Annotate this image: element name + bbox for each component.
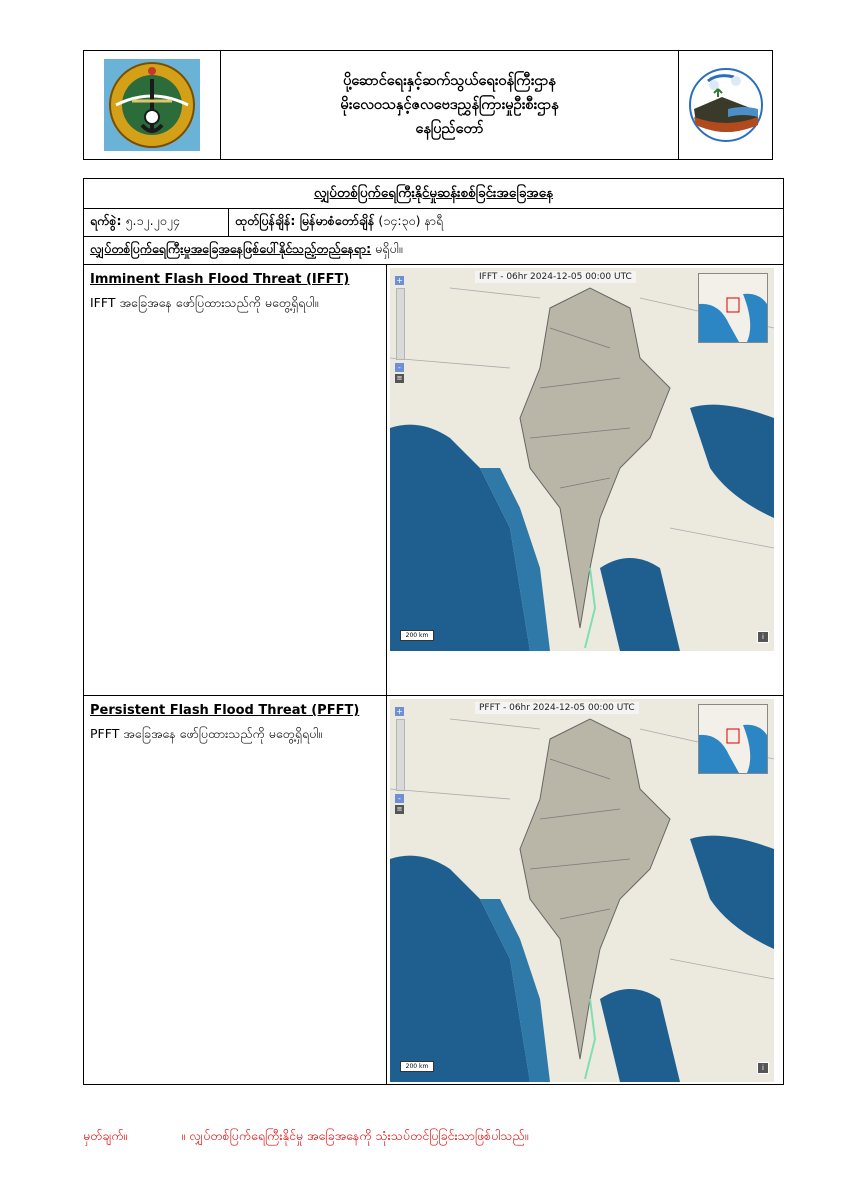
date-issue-row (84, 209, 783, 237)
issue-value: (၁၄:၃၀) နာရီ (378, 213, 444, 228)
department-emblem-icon (102, 57, 202, 153)
ifft-map-info-button[interactable]: i (757, 631, 769, 643)
document-header (83, 50, 773, 160)
left-logo-cell (84, 51, 221, 159)
date-value: ၅.၁၂.၂၀၂၄ (125, 213, 180, 228)
ifft-text-cell (84, 265, 387, 695)
footer-label: မှတ်ချက်။ (83, 1128, 128, 1143)
pfft-map-info-button[interactable]: i (757, 1062, 769, 1074)
locations-value: မရှိပါ။ (375, 241, 403, 256)
ifft-title: Imminent Flash Flood Threat (IFFT) (90, 272, 350, 287)
date-label: ရက်စွဲ: (90, 213, 122, 228)
pfft-text-cell (84, 696, 387, 1084)
pfft-scale-bar: 200 km (400, 1061, 434, 1072)
zoom-slider[interactable] (396, 288, 405, 360)
flash-flood-table (83, 178, 784, 1085)
locations-label: လျှပ်တစ်ပြက်ရေကြီးမှုအခြေအနေဖြစ်ပေါ်နိုင်သည့်တည်နေရာ: (90, 241, 372, 256)
ifft-section (84, 265, 783, 696)
locations-row (84, 237, 783, 265)
footer-text: ။ လျှပ်တစ်ပြက်ရေကြီးနိုင်မှု အခြေအနေကို သုံးသပ်တင်ပြခြင်းသာဖြစ်ပါသည်။ (181, 1128, 529, 1143)
hydrological-cycle-icon (688, 67, 764, 143)
ifft-map-header: IFFT - 06hr 2024-12-05 00:00 UTC (475, 271, 636, 283)
header-title (221, 51, 679, 159)
ifft-map (390, 268, 774, 651)
issue-time-cell (229, 209, 783, 236)
date-cell (84, 209, 229, 236)
footer-note (83, 1128, 528, 1147)
ifft-map-zoom-controls[interactable] (395, 276, 406, 383)
header-title-line-1: ပို့ဆောင်ရေးနှင့်ဆက်သွယ်ရေးဝန်ကြီးဌာန (343, 73, 556, 89)
ifft-overview-inset (698, 273, 768, 343)
issue-label: ထုတ်ပြန်ချိန်: မြန်မာစံတော်ချိန် (235, 213, 375, 228)
map-layer-button[interactable]: ≡ (396, 374, 403, 382)
ifft-scale-bar: 200 km (400, 630, 434, 641)
ifft-description: IFFT အခြေအနေ ဖော်ပြထားသည်ကို မတွေ့ရှိရပါ။ (90, 295, 319, 310)
pfft-map-header: PFFT - 06hr 2024-12-05 00:00 UTC (475, 702, 639, 714)
zoom-in-button[interactable]: + (396, 707, 403, 716)
zoom-slider[interactable] (396, 719, 405, 791)
pfft-map-cell (387, 696, 783, 1084)
zoom-in-button[interactable]: + (396, 276, 403, 285)
pfft-map-zoom-controls[interactable] (395, 707, 406, 814)
pfft-map (390, 699, 774, 1082)
zoom-out-button[interactable]: - (395, 363, 404, 372)
map-layer-button[interactable]: ≡ (396, 805, 403, 813)
pfft-section (84, 696, 783, 1084)
zoom-out-button[interactable]: - (395, 794, 404, 803)
header-title-line-2: မိုးလေဝသနှင့်ဇလဗေဒညွှန်ကြားမှုဦးစီးဌာန (340, 97, 559, 113)
pfft-title: Persistent Flash Flood Threat (PFFT) (90, 703, 360, 718)
ifft-map-cell (387, 265, 783, 695)
pfft-description: PFFT အခြေအနေ ဖော်ပြထားသည်ကို မတွေ့ရှိရပါ။ (90, 726, 323, 741)
pfft-overview-inset (698, 704, 768, 774)
table-title: လျှပ်တစ်ပြက်ရေကြီးနိုင်မှုဆန်းစစ်ခြင်းအခြေအနေ (84, 179, 783, 209)
header-title-line-3: နေပြည်တော် (415, 121, 484, 137)
right-logo-cell (679, 51, 772, 159)
